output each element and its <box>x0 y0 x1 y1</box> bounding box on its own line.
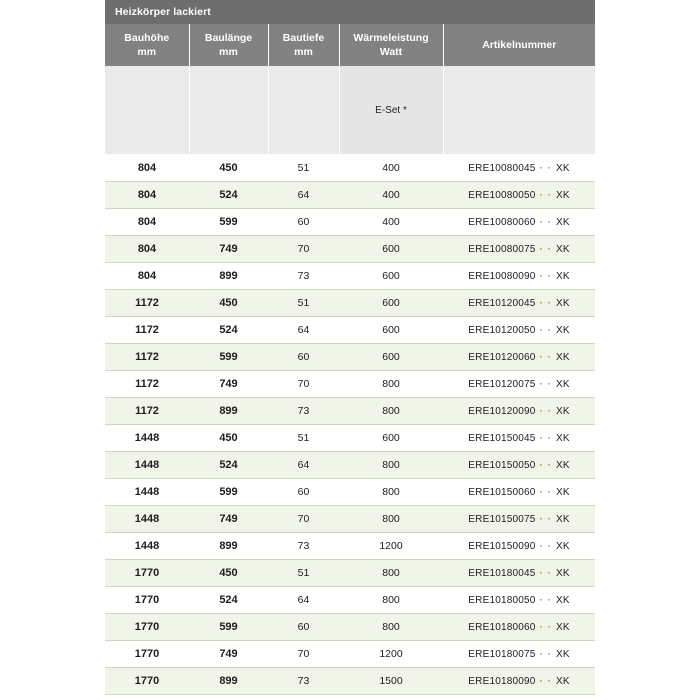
cell-bauhoehe: 1172 <box>105 371 189 398</box>
table-header <box>105 0 595 155</box>
cell-waermeleistung: 600 <box>339 236 443 263</box>
cell-baulaenge: 599 <box>189 344 268 371</box>
artikelnummer-suffix: XK <box>555 567 570 579</box>
artikelnummer-suffix: XK <box>555 648 570 660</box>
cell-bautiefe: 70 <box>268 371 339 398</box>
cell-bauhoehe: 804 <box>105 236 189 263</box>
cell-baulaenge: 450 <box>189 425 268 452</box>
cell-baulaenge: 599 <box>189 209 268 236</box>
cell-bauhoehe: 1448 <box>105 479 189 506</box>
column-header-bauhoehe <box>105 24 189 66</box>
cell-bauhoehe: 1172 <box>105 344 189 371</box>
cell-bauhoehe: 804 <box>105 155 189 182</box>
table-row <box>105 641 595 668</box>
cell-artikelnummer <box>443 263 595 290</box>
cell-artikelnummer <box>443 398 595 425</box>
specification-table <box>105 0 595 695</box>
cell-baulaenge: 450 <box>189 560 268 587</box>
table-body <box>105 155 595 695</box>
cell-waermeleistung: 800 <box>339 506 443 533</box>
cell-bauhoehe: 1448 <box>105 452 189 479</box>
cell-artikelnummer <box>443 506 595 533</box>
cell-waermeleistung: 600 <box>339 425 443 452</box>
cell-artikelnummer <box>443 344 595 371</box>
artikelnummer-prefix: ERE10120090 <box>468 405 536 417</box>
cell-bauhoehe: 1172 <box>105 290 189 317</box>
artikelnummer-placeholder-dots: · · <box>539 297 552 309</box>
artikelnummer-placeholder-dots: · · <box>539 189 552 201</box>
artikelnummer-prefix: ERE10150075 <box>468 513 536 525</box>
artikelnummer-prefix: ERE10120050 <box>468 324 536 336</box>
cell-waermeleistung: 800 <box>339 587 443 614</box>
cell-bautiefe: 73 <box>268 668 339 695</box>
cell-bauhoehe: 1770 <box>105 614 189 641</box>
cell-baulaenge: 899 <box>189 668 268 695</box>
cell-artikelnummer <box>443 425 595 452</box>
artikelnummer-suffix: XK <box>555 270 570 282</box>
cell-bautiefe: 51 <box>268 290 339 317</box>
column-header-baulaenge-label: Baulänge <box>204 32 253 44</box>
cell-waermeleistung: 600 <box>339 263 443 290</box>
table-row <box>105 560 595 587</box>
cell-waermeleistung: 400 <box>339 155 443 182</box>
cell-artikelnummer <box>443 182 595 209</box>
table-row <box>105 452 595 479</box>
cell-bautiefe: 70 <box>268 236 339 263</box>
cell-bauhoehe: 804 <box>105 209 189 236</box>
cell-baulaenge: 749 <box>189 506 268 533</box>
cell-bautiefe: 64 <box>268 587 339 614</box>
artikelnummer-suffix: XK <box>555 324 570 336</box>
artikelnummer-prefix: ERE10180050 <box>468 594 536 606</box>
cell-waermeleistung: 800 <box>339 371 443 398</box>
cell-bauhoehe: 1448 <box>105 425 189 452</box>
artikelnummer-prefix: ERE10080050 <box>468 189 536 201</box>
subheader-cell-artikelnummer <box>443 66 595 155</box>
artikelnummer-placeholder-dots: · · <box>539 405 552 417</box>
table-row <box>105 290 595 317</box>
artikelnummer-prefix: ERE10150090 <box>468 540 536 552</box>
cell-waermeleistung: 600 <box>339 317 443 344</box>
cell-bautiefe: 51 <box>268 560 339 587</box>
table-row <box>105 398 595 425</box>
artikelnummer-suffix: XK <box>555 297 570 309</box>
cell-artikelnummer <box>443 668 595 695</box>
artikelnummer-prefix: ERE10120060 <box>468 351 536 363</box>
artikelnummer-placeholder-dots: · · <box>539 486 552 498</box>
cell-baulaenge: 524 <box>189 317 268 344</box>
artikelnummer-placeholder-dots: · · <box>539 459 552 471</box>
cell-artikelnummer <box>443 533 595 560</box>
table-row <box>105 587 595 614</box>
column-header-waermeleistung-label: Wärmeleistung <box>353 32 429 44</box>
subheader-cell-bauhoehe <box>105 66 189 155</box>
artikelnummer-placeholder-dots: · · <box>539 540 552 552</box>
cell-waermeleistung: 800 <box>339 479 443 506</box>
cell-artikelnummer <box>443 452 595 479</box>
cell-baulaenge: 899 <box>189 263 268 290</box>
cell-waermeleistung: 1200 <box>339 533 443 560</box>
cell-bauhoehe: 804 <box>105 182 189 209</box>
column-header-baulaenge-unit: mm <box>219 46 238 59</box>
cell-waermeleistung: 400 <box>339 209 443 236</box>
column-header-waermeleistung <box>339 24 443 66</box>
artikelnummer-suffix: XK <box>555 621 570 633</box>
cell-bauhoehe: 1770 <box>105 641 189 668</box>
cell-waermeleistung: 1200 <box>339 641 443 668</box>
cell-bautiefe: 60 <box>268 209 339 236</box>
cell-bauhoehe: 1770 <box>105 668 189 695</box>
column-header-waermeleistung-unit: Watt <box>379 46 403 59</box>
artikelnummer-suffix: XK <box>555 675 570 687</box>
column-header-bautiefe-label: Bautiefe <box>282 32 325 44</box>
cell-bautiefe: 60 <box>268 479 339 506</box>
artikelnummer-placeholder-dots: · · <box>539 648 552 660</box>
column-header-bautiefe <box>268 24 339 66</box>
cell-artikelnummer <box>443 209 595 236</box>
table-row <box>105 479 595 506</box>
table-title-row <box>105 0 595 24</box>
artikelnummer-suffix: XK <box>555 189 570 201</box>
cell-baulaenge: 450 <box>189 290 268 317</box>
artikelnummer-placeholder-dots: · · <box>539 594 552 606</box>
artikelnummer-placeholder-dots: · · <box>539 351 552 363</box>
cell-artikelnummer <box>443 290 595 317</box>
table-row <box>105 263 595 290</box>
cell-baulaenge: 450 <box>189 155 268 182</box>
artikelnummer-placeholder-dots: · · <box>539 216 552 228</box>
artikelnummer-placeholder-dots: · · <box>539 378 552 390</box>
cell-bauhoehe: 804 <box>105 263 189 290</box>
table-title: Heizkörper lackiert <box>105 0 595 24</box>
cell-bauhoehe: 1172 <box>105 398 189 425</box>
cell-waermeleistung: 400 <box>339 182 443 209</box>
column-header-bautiefe-unit: mm <box>294 46 313 59</box>
table-row <box>105 236 595 263</box>
table-row <box>105 155 595 182</box>
artikelnummer-suffix: XK <box>555 162 570 174</box>
cell-waermeleistung: 600 <box>339 290 443 317</box>
cell-baulaenge: 749 <box>189 236 268 263</box>
cell-bautiefe: 73 <box>268 398 339 425</box>
cell-waermeleistung: 1500 <box>339 668 443 695</box>
artikelnummer-prefix: ERE10080090 <box>468 270 536 282</box>
artikelnummer-placeholder-dots: · · <box>539 270 552 282</box>
cell-baulaenge: 899 <box>189 398 268 425</box>
artikelnummer-prefix: ERE10120075 <box>468 378 536 390</box>
table-row <box>105 614 595 641</box>
cell-waermeleistung: 800 <box>339 614 443 641</box>
cell-artikelnummer <box>443 371 595 398</box>
artikelnummer-prefix: ERE10180090 <box>468 675 536 687</box>
artikelnummer-placeholder-dots: · · <box>539 513 552 525</box>
subheader-row <box>105 66 595 155</box>
column-header-artikelnummer <box>443 24 595 66</box>
column-header-bauhoehe-unit: mm <box>137 46 157 59</box>
cell-baulaenge: 749 <box>189 641 268 668</box>
cell-bautiefe: 70 <box>268 641 339 668</box>
cell-waermeleistung: 800 <box>339 398 443 425</box>
cell-artikelnummer <box>443 641 595 668</box>
cell-bautiefe: 70 <box>268 506 339 533</box>
cell-bauhoehe: 1172 <box>105 317 189 344</box>
cell-artikelnummer <box>443 587 595 614</box>
artikelnummer-prefix: ERE10180045 <box>468 567 536 579</box>
artikelnummer-suffix: XK <box>555 351 570 363</box>
cell-artikelnummer <box>443 155 595 182</box>
table-row <box>105 182 595 209</box>
cell-bautiefe: 60 <box>268 344 339 371</box>
cell-waermeleistung: 600 <box>339 344 443 371</box>
artikelnummer-prefix: ERE10180060 <box>468 621 536 633</box>
cell-baulaenge: 524 <box>189 587 268 614</box>
cell-bautiefe: 64 <box>268 452 339 479</box>
artikelnummer-suffix: XK <box>555 513 570 525</box>
cell-bautiefe: 73 <box>268 533 339 560</box>
table-row <box>105 209 595 236</box>
column-header-artikelnummer-label: Artikelnummer <box>482 39 557 52</box>
artikelnummer-placeholder-dots: · · <box>539 621 552 633</box>
cell-bautiefe: 51 <box>268 425 339 452</box>
subheader-cell-baulaenge <box>189 66 268 155</box>
cell-baulaenge: 524 <box>189 182 268 209</box>
cell-bauhoehe: 1448 <box>105 506 189 533</box>
table-row <box>105 668 595 695</box>
subheader-cell-bautiefe <box>268 66 339 155</box>
table-row <box>105 425 595 452</box>
subheader-cell-eset: E-Set * <box>339 66 443 155</box>
table-row <box>105 344 595 371</box>
artikelnummer-placeholder-dots: · · <box>539 324 552 336</box>
artikelnummer-suffix: XK <box>555 216 570 228</box>
cell-artikelnummer <box>443 560 595 587</box>
cell-bauhoehe: 1770 <box>105 560 189 587</box>
cell-bautiefe: 73 <box>268 263 339 290</box>
column-header-row <box>105 24 595 66</box>
artikelnummer-prefix: ERE10080075 <box>468 243 536 255</box>
artikelnummer-placeholder-dots: · · <box>539 243 552 255</box>
table-row <box>105 506 595 533</box>
artikelnummer-suffix: XK <box>555 405 570 417</box>
artikelnummer-placeholder-dots: · · <box>539 675 552 687</box>
artikelnummer-prefix: ERE10150060 <box>468 486 536 498</box>
cell-bautiefe: 51 <box>268 155 339 182</box>
artikelnummer-prefix: ERE10120045 <box>468 297 536 309</box>
artikelnummer-suffix: XK <box>555 540 570 552</box>
artikelnummer-placeholder-dots: · · <box>539 567 552 579</box>
cell-baulaenge: 899 <box>189 533 268 560</box>
cell-baulaenge: 599 <box>189 479 268 506</box>
cell-bautiefe: 64 <box>268 317 339 344</box>
artikelnummer-suffix: XK <box>555 459 570 471</box>
artikelnummer-suffix: XK <box>555 486 570 498</box>
artikelnummer-suffix: XK <box>555 594 570 606</box>
cell-waermeleistung: 800 <box>339 452 443 479</box>
cell-artikelnummer <box>443 479 595 506</box>
artikelnummer-placeholder-dots: · · <box>539 432 552 444</box>
cell-bauhoehe: 1448 <box>105 533 189 560</box>
cell-bautiefe: 64 <box>268 182 339 209</box>
artikelnummer-prefix: ERE10150045 <box>468 432 536 444</box>
artikelnummer-prefix: ERE10180075 <box>468 648 536 660</box>
table-row <box>105 317 595 344</box>
cell-artikelnummer <box>443 614 595 641</box>
cell-artikelnummer <box>443 236 595 263</box>
artikelnummer-prefix: ERE10080045 <box>468 162 536 174</box>
artikelnummer-placeholder-dots: · · <box>539 162 552 174</box>
cell-waermeleistung: 800 <box>339 560 443 587</box>
artikelnummer-suffix: XK <box>555 432 570 444</box>
cell-bauhoehe: 1770 <box>105 587 189 614</box>
cell-baulaenge: 749 <box>189 371 268 398</box>
artikelnummer-prefix: ERE10080060 <box>468 216 536 228</box>
table-row <box>105 371 595 398</box>
artikelnummer-suffix: XK <box>555 378 570 390</box>
table-row <box>105 533 595 560</box>
cell-bautiefe: 60 <box>268 614 339 641</box>
column-header-baulaenge <box>189 24 268 66</box>
artikelnummer-suffix: XK <box>555 243 570 255</box>
column-header-bauhoehe-label: Bauhöhe <box>124 32 170 44</box>
cell-baulaenge: 524 <box>189 452 268 479</box>
cell-baulaenge: 599 <box>189 614 268 641</box>
artikelnummer-prefix: ERE10150050 <box>468 459 536 471</box>
cell-artikelnummer <box>443 317 595 344</box>
